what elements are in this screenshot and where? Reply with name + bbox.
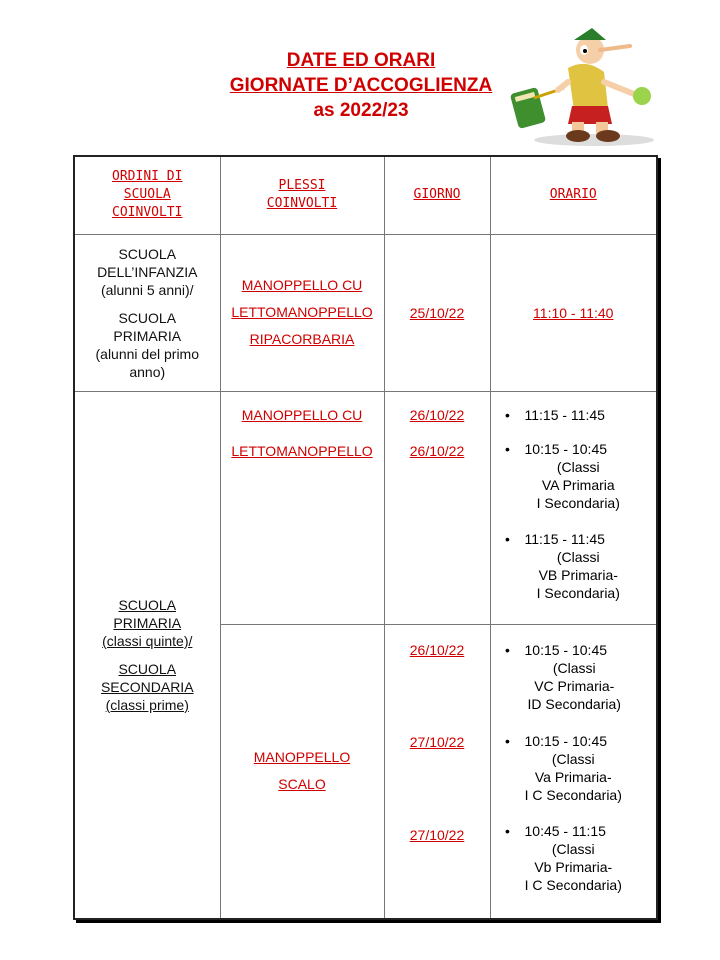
row2-ordini-line: PRIMARIA [113,614,182,631]
orario-detail: (Classi [556,458,600,475]
row2-ordini-line: SECONDARIA [100,678,194,695]
header-ordini-line: ORDINI DI [112,169,183,185]
header-ordini-line: COINVOLTI [112,205,183,221]
table-row [74,391,657,624]
title-line-2: GIORNATE D’ACCOGLIENZA [229,75,493,96]
row2b-plesso: SCALO [278,776,326,793]
row1-ordini-line: (alunni del primo [95,345,199,362]
document-title [200,48,522,123]
orario-detail: I Secondaria) [536,494,620,511]
orario-time: 11:15 - 11:45 [524,530,605,547]
row2b-orario-item [491,732,657,750]
orario-time: 11:15 - 11:45 [524,406,605,423]
row1-giorno: 25/10/22 [409,304,465,321]
row1-ordini-line: anno) [129,363,166,380]
row1-plesso: LETTOMANOPPELLO [231,304,373,320]
schedule-table [73,155,658,920]
row2b-giorno: 26/10/22 [409,641,465,658]
orario-detail: (Classi [552,659,596,676]
header-orario [490,156,657,234]
orario-detail: I C Secondaria) [524,876,622,893]
row1-ordini-cell [74,234,220,391]
row2a-orario-item [491,440,657,458]
row2a-orario-cell [490,391,657,624]
row1-ordini-line: PRIMARIA [113,327,182,344]
header-ordini-line: SCUOLA [123,187,171,203]
row2a-plesso: LETTOMANOPPELLO [231,442,373,459]
row2-ordini-line: (classi quinte)/ [102,632,193,649]
row1-orario: 11:10 - 11:40 [533,304,614,321]
row2b-giorno: 27/10/22 [409,826,465,843]
row1-orario-cell [490,234,657,391]
orario-time: 10:15 - 10:45 [524,732,608,749]
orario-detail: (Classi [551,750,595,767]
row2-ordini-line: SCUOLA [118,596,177,613]
title-line-1: DATE ED ORARI [286,50,436,71]
orario-detail: (Classi [551,840,595,857]
header-giorno-label: GIORNO [413,187,461,203]
row2b-plessi-cell [220,624,384,919]
row2a-giorno: 26/10/22 [409,406,465,423]
header-giorno [384,156,490,234]
orario-time: 10:45 - 11:15 [524,822,606,839]
row2-ordini-line: (classi prime) [105,696,189,713]
row2b-giorno-cell [384,624,490,919]
header-plessi [220,156,384,234]
orario-detail: I Secondaria) [536,584,620,601]
orario-detail: Vb Primaria- [534,858,613,875]
bullet-icon: • [505,732,510,749]
row2-ordini-line: SCUOLA [118,660,177,677]
row2b-orario-item [491,641,657,659]
row2b-orario-item [491,822,657,840]
bullet-icon: • [505,530,510,547]
row2a-plesso: MANOPPELLO CU [241,406,363,423]
row2b-giorno: 27/10/22 [409,733,465,750]
orario-time: 10:15 - 10:45 [524,641,608,658]
row1-ordini-line: (alunni 5 anni)/ [100,281,194,298]
header-orario-label: ORARIO [549,187,597,203]
bullet-icon: • [505,822,510,839]
row1-giorno-cell [384,234,490,391]
orario-time: 10:15 - 10:45 [524,440,608,457]
header-row [74,156,657,234]
row2b-orario-cell [490,624,657,919]
table-row [74,234,657,391]
orario-detail: VA Primaria [541,476,615,493]
orario-detail: Va Primaria- [534,768,612,785]
orario-detail: I C Secondaria) [524,786,622,803]
orario-detail: (Classi [556,548,600,565]
orario-detail: VB Primaria- [538,566,618,583]
row1-ordini-line: SCUOLA [118,245,177,262]
row2a-giorno: 26/10/22 [409,442,465,459]
row1-plesso: RIPACORBARIA [249,331,355,347]
row2a-plessi-cell [220,391,384,624]
row2a-orario-item [491,530,657,548]
pinocchio-mascot-image [508,28,660,148]
header-plessi-line: COINVOLTI [266,196,338,212]
bullet-icon: • [505,406,510,423]
header-plessi-line: PLESSI [278,178,326,194]
bullet-icon: • [505,440,510,457]
orario-detail: VC Primaria- [534,677,615,694]
header-ordini [74,156,220,234]
orario-detail: ID Secondaria) [527,695,621,712]
row2a-giorno-cell [384,391,490,624]
row2a-orario-item [491,406,657,424]
row2-ordini-cell [74,391,220,919]
row1-ordini-line: DELL’INFANZIA [97,263,198,280]
row1-plessi-cell [220,234,384,391]
title-line-3: as 2022/23 [313,100,409,121]
bullet-icon: • [505,641,510,658]
row1-plesso: MANOPPELLO CU [241,277,363,293]
row2b-plesso: MANOPPELLO [253,749,351,766]
row1-ordini-line: SCUOLA [118,309,177,326]
